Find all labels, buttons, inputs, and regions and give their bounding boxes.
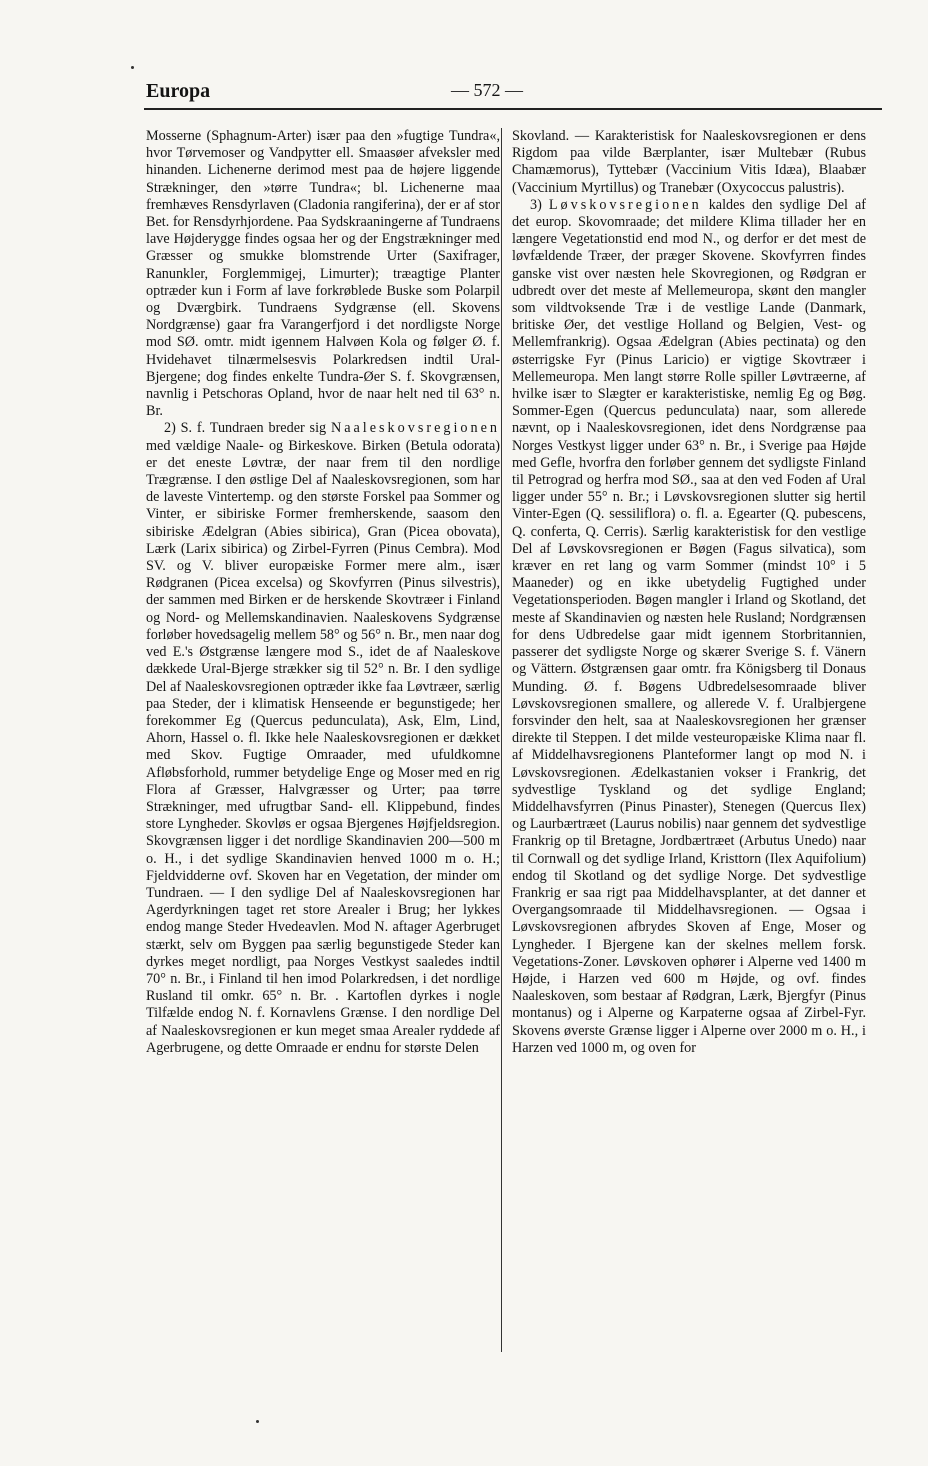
right-paragraph-1: Skovland. — Karakteristisk for Naaleskovsregionen er dens Rigdom paa vilde Bærplanter, især Multebær (Rubus Chamæmorus), Tyttebær (Vaccinium Vitis Idæa), Blaabær (Vaccinium Myrtillus) og Tranebær (Oxycoccus palustris). (512, 128, 866, 196)
page-number: — 572 — (451, 80, 523, 100)
left-paragraph-1: Mosserne (Sphagnum-Arter) især paa den »fugtige Tundra«, hvor Tørvemoser og Vandpytter ell. Smaasøer afveksler med hinanden. Lichenerne derimod mest paa de højere liggende Strækninger, den »tørre Tundra«; bl. Lichenerne maa fremhæves Rensdyrlaven (Cladonia rangiferina), der er af stor Bet. for Rensdyrhjordene. Paa Sydskraaningerne af Tundraens lave Højderygge findes ogsaa her og der Engstrækninger med Græsser og smukke blomstrende Urter (Saxifrager, Ranunkler, Forglemmigej, Limurter); træagtige Planter optræder kun i Form af lave forkrøblede Buske som Polarpil og Dværgbirk. Tundraens Sydgrænse (ell. Skovens Nordgrænse) gaar fra Varangerfjord i det nordligste Norge mod SØ. omtr. midt igennem Halvøen Kola og følger Ø. f. Hvidehavet tilnærmelsesvis Polarkredsen indtil Ural-Bjergene; dog findes enkelte Tundra-Øer S. f. Skovgrænsen, navnlig i Petschoras Opland, hvor de naar helt ned til 63° n. Br. (146, 128, 500, 420)
column-divider (501, 128, 502, 1352)
running-title: Europa (146, 80, 211, 102)
right-p2-body: kaldes den sydlige Del af det europ. Skovomraade; det mildere Klima tillader her en længere Vegetationstid end mod N., og derfor er det mest de løvfældende Træer, der præger Skovene. Skovfyrren findes ganske vist over næsten hele Skovregionen, og Rødgran er udbredt over det meste af Mellemeuropa, skønt den mangler som vildtvoksende Træ i de vestlige Lande (Danmark, britiske Øer, det vestlige Holland og Belgien, Vest- og Mellemfrankrig). Ogsaa Ædelgran (Abies pectinata) og den østerrigske Fyr (Pinus Laricio) er vigtige Skovtræer i Mellemeuropa. Men langt større Rolle spiller Løvtræerne, af hvilke især to Slægter er karakteristiske, nemlig Eg og Bøg. Sommer-Egen (Quercus pedunculata) naar, som allerede nævnt, op i Naaleskovsregionen, idet dens Nordgrænse paa Norges Vestkyst ligger under 63° n. Br., i Sverige paa Højde med Gefle, hvorfra den forløber gennem det sydligste Finland til Petrograd og herfra mod SØ., saa at den ved Foden af Ural ligger under 55° n. Br.; i Løvskovsregionen slutter sig hertil Vinter-Egen (Q. sessiliflora) o. fl. a. Egearter (Q. pubescens, Q. conferta, Q. Cerris). Særlig karakteristisk for den vestlige Del af Løvskovsregionen er Bøgen (Fagus silvatica), som kræver en ret lang og varm Sommer (mindst 10° i 5 Maaneder) og en ikke ubetydelig Fugtighed under Vegetationsperioden. Bøgen mangler i Irland og Skotland, det meste af Skandinavien og næsten hele Rusland; Nordgrænsen for dens Udbredelse gaar midt igennem Storbritannien, passerer det sydligste Norge og skærer Sverige S. f. Vänern og Vättern. Østgrænsen gaar omtr. fra Königsberg til Donaus Munding. Ø. f. Bøgens Udbredelsesomraade bliver Løvskovsregionen smallere, og allerede V. f. Uralbjergene forsvinder den helt, saa at Naaleskovsregionen her grænser direkte til Steppen. I det milde vesteuropæiske Klima naar fl. af Middelhavsregionens Planteformer langt op mod N. i Løvskovsregionen. Ædelkastanien vokser i Frankrig, det sydvestlige Tyskland og det sydlige England; Middelhavsfyrren (Pinus Pinaster), Stenegen (Quercus Ilex) og Laurbærtræet (Laurus nobilis) naar gennem det sydvestlige Frankrig op til Bretagne, Jordbærtræet (Arbutus Unedo) naar til Cornwall og det sydlige Irland, Kristtorn (Ilex Aquifolium) endog til Skotland og det sydlige Norge. Det sydvestlige Frankrig er saa rigt paa Middelhavsplanter, at det danner et Overgangsomraade til Middelhavsregionen. — Ogsaa i Løvskovsregionen afbrydes Skoven af Enge, Moser og Lyngheder. I Bjergene kan der skelnes mellem forsk. Vegetations-Zoner. Løvskoven ophører i Alperne ved 1400 m Højde, i Harzen ved 600 m Højde, og ovf. findes Naaleskoven, som bestaar af Rødgran, Lærk, Bjergfyr (Pinus montanus) og i Alperne og Karpaterne ogsaa af Zirbel-Fyr. Skovens øverste Grænse ligger i Alperne over 2000 m o. H., i Harzen ved 1000 m, og oven for (512, 196, 866, 1056)
page-header (146, 80, 880, 108)
left-column (146, 128, 500, 1057)
right-p2-spaced-term: Løvskovsregionen (548, 196, 702, 213)
right-p2-lead: 3) (530, 196, 549, 213)
left-p2-spaced-term: Naaleskovsregionen (330, 420, 500, 437)
left-p2-body: med vældige Naale- og Birkeskove. Birken (Betula odorata) er det eneste Løvtræ, der naar frem til den nordlige Trægrænse. I den østlige Del af Naaleskovsregionen, som har de laveste Vintertemp. og den største Forskel paa Sommer og Vinter, er sibiriske Former fremherskende, saasom den sibiriske Ædelgran (Abies sibirica), Gran (Picea obovata), Lærk (Larix sibirica) og Zirbel-Fyrren (Pinus Cembra). Mod SV. og V. bliver europæiske Former mere alm., især Rødgranen (Picea excelsa) og Skovfyrren (Pinus silvestris), der sammen med Birken er de herskende Skovtræer i Finland og Nord- og Mellemskandinavien. Naaleskovens Sydgrænse forløber hovedsagelig mellem 58° og 56° n. Br., men naar dog ved E.'s Østgrænse længere mod S., idet de af Naaleskove dækkede Ural-Bjerge strækker sig til 52° n. Br. I den sydlige Del af Naaleskovsregionen optræder ikke faa Løvtræer, særlig paa Steder, der i klimatisk Henseende er begunstigede; her forekommer Eg (Quercus pedunculata), Ask, Elm, Lind, Ahorn, Hassel o. fl. Ikke hele Naaleskovsregionen er dækket med Skov. Fugtige Omraader, med ufuldkomne Afløbsforhold, rummer betydelige Enge og Moser med en rig Flora af Græsser, Halvgræsser og Urter; paa tørre Strækninger, med ufrugtbar Sand- ell. Klippebund, findes store Lyngheder. Skovløs er ogsaa Bjergenes Højfjeldsregion. Skovgrænsen ligger i det nordlige Skandinavien 200—500 m o. H., i det sydlige Skandinavien henved 1000 m o. H.; Fjeldvidderne ovf. Skoven har en Vegetation, der minder om Tundraen. — I den sydlige Del af Naaleskovsregionen har Agerdyrkningen taget ret store Arealer i Brug; her lykkes endog mange Steder Hvedeavlen. Mod N. aftager Agerbruget stærkt, selv om Byggen paa særlig begunstigede Steder kan dyrkes meget nordligt, paa Norges Vestkyst saaledes indtil 70° n. Br., i Finland til hen imod Polarkredsen, i det nordlige Rusland til omkr. 65° n. Br. . Kartoflen dyrkes i nogle Tilfælde endog N. f. Kornavlens Grænse. I den nordlige Del af Naaleskovsregionen er kun meget smaa Arealer ryddede af Agerbrugene, og dette Omraade er endnu for største Delen (146, 437, 500, 1056)
right-paragraph-2 (512, 197, 866, 1057)
left-paragraph-2 (146, 420, 500, 1057)
speck-mark (131, 66, 134, 69)
header-rule (144, 108, 882, 110)
right-column (512, 128, 866, 1057)
speck-mark-bottom (256, 1420, 259, 1423)
left-p2-lead: 2) S. f. Tundraen breder sig (164, 420, 331, 437)
